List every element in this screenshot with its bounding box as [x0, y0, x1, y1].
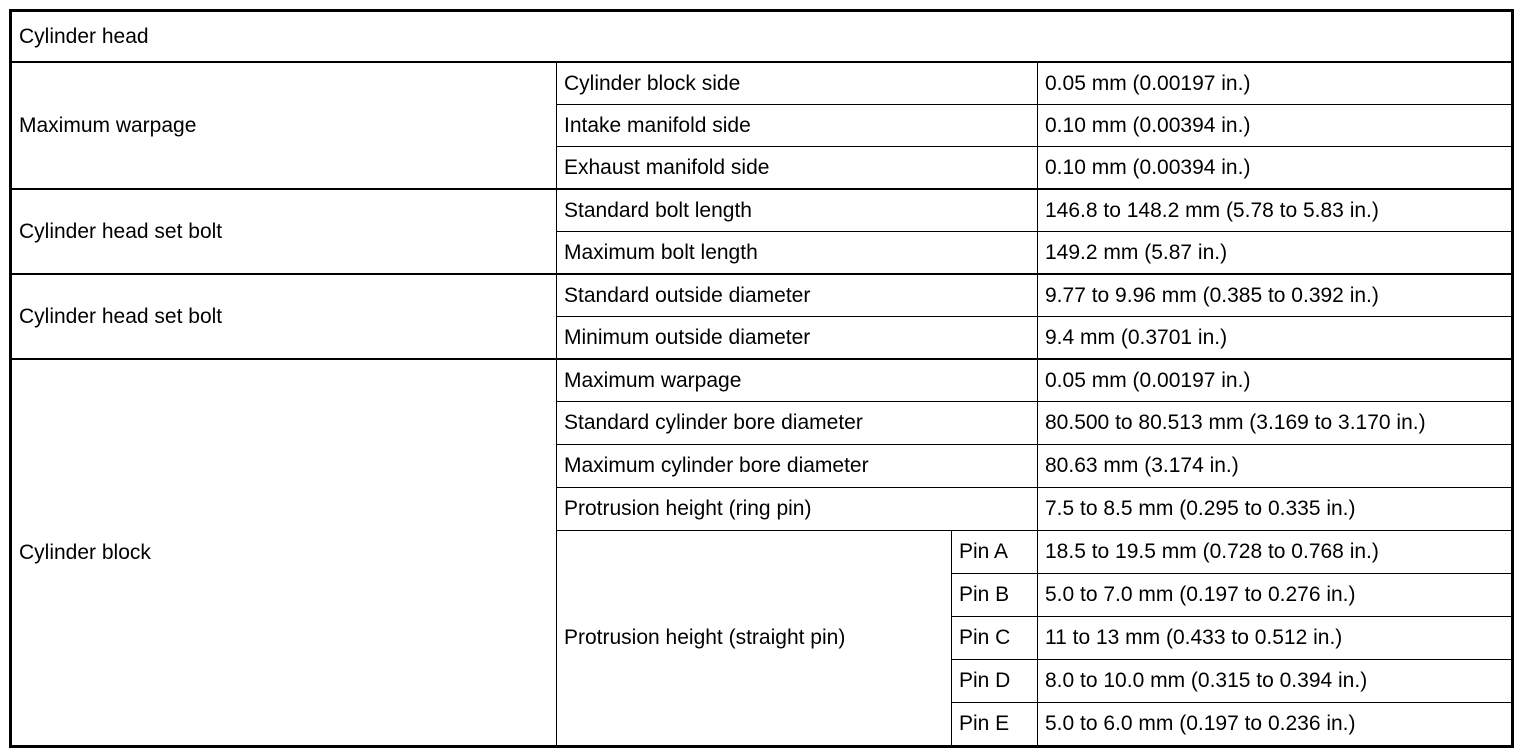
table-row: [11, 359, 1513, 402]
pin-label: Pin B: [952, 574, 1038, 617]
spec-value: 8.0 to 10.0 mm (0.315 to 0.394 in.): [1038, 660, 1513, 703]
table-row: [11, 274, 1513, 317]
table-row: [11, 189, 1513, 232]
pin-label: Pin D: [952, 660, 1038, 703]
pin-label: Pin A: [952, 531, 1038, 574]
spec-item: Standard outside diameter: [557, 274, 1038, 317]
spec-value: 80.63 mm (3.174 in.): [1038, 445, 1513, 488]
spec-value: 9.77 to 9.96 mm (0.385 to 0.392 in.): [1038, 274, 1513, 317]
spec-value: 11 to 13 mm (0.433 to 0.512 in.): [1038, 617, 1513, 660]
spec-value: 149.2 mm (5.87 in.): [1038, 232, 1513, 275]
spec-value: 18.5 to 19.5 mm (0.728 to 0.768 in.): [1038, 531, 1513, 574]
spec-value: 0.05 mm (0.00197 in.): [1038, 359, 1513, 402]
spec-value: 9.4 mm (0.3701 in.): [1038, 317, 1513, 360]
spec-item: Exhaust manifold side: [557, 147, 1038, 190]
spec-item: Maximum warpage: [557, 359, 1038, 402]
spec-item: Minimum outside diameter: [557, 317, 1038, 360]
spec-value: 5.0 to 7.0 mm (0.197 to 0.276 in.): [1038, 574, 1513, 617]
table-row: [11, 62, 1513, 105]
spec-item: Maximum bolt length: [557, 232, 1038, 275]
spec-value: 146.8 to 148.2 mm (5.78 to 5.83 in.): [1038, 189, 1513, 232]
spec-item: Protrusion height (ring pin): [557, 488, 1038, 531]
pin-label: Pin C: [952, 617, 1038, 660]
spec-value: 0.10 mm (0.00394 in.): [1038, 105, 1513, 147]
table-title-row: [11, 11, 1513, 63]
spec-item: Standard bolt length: [557, 189, 1038, 232]
spec-item-straight-pin: Protrusion height (straight pin): [557, 531, 952, 747]
spec-value: 0.10 mm (0.00394 in.): [1038, 147, 1513, 190]
group-label-set-bolt-length: Cylinder head set bolt: [11, 189, 557, 274]
group-label-cylinder-block: Cylinder block: [11, 359, 557, 747]
spec-value: 0.05 mm (0.00197 in.): [1038, 62, 1513, 105]
spec-value: 5.0 to 6.0 mm (0.197 to 0.236 in.): [1038, 703, 1513, 747]
spec-value: 7.5 to 8.5 mm (0.295 to 0.335 in.): [1038, 488, 1513, 531]
cylinder-head-spec-table: [9, 9, 1514, 748]
spec-value: 80.500 to 80.513 mm (3.169 to 3.170 in.): [1038, 402, 1513, 445]
group-label-max-warpage: Maximum warpage: [11, 62, 557, 189]
table-title: Cylinder head: [11, 11, 1513, 63]
spec-item: Cylinder block side: [557, 62, 1038, 105]
pin-label: Pin E: [952, 703, 1038, 747]
spec-item: Maximum cylinder bore diameter: [557, 445, 1038, 488]
group-label-set-bolt-diameter: Cylinder head set bolt: [11, 274, 557, 359]
spec-item: Standard cylinder bore diameter: [557, 402, 1038, 445]
spec-item: Intake manifold side: [557, 105, 1038, 147]
